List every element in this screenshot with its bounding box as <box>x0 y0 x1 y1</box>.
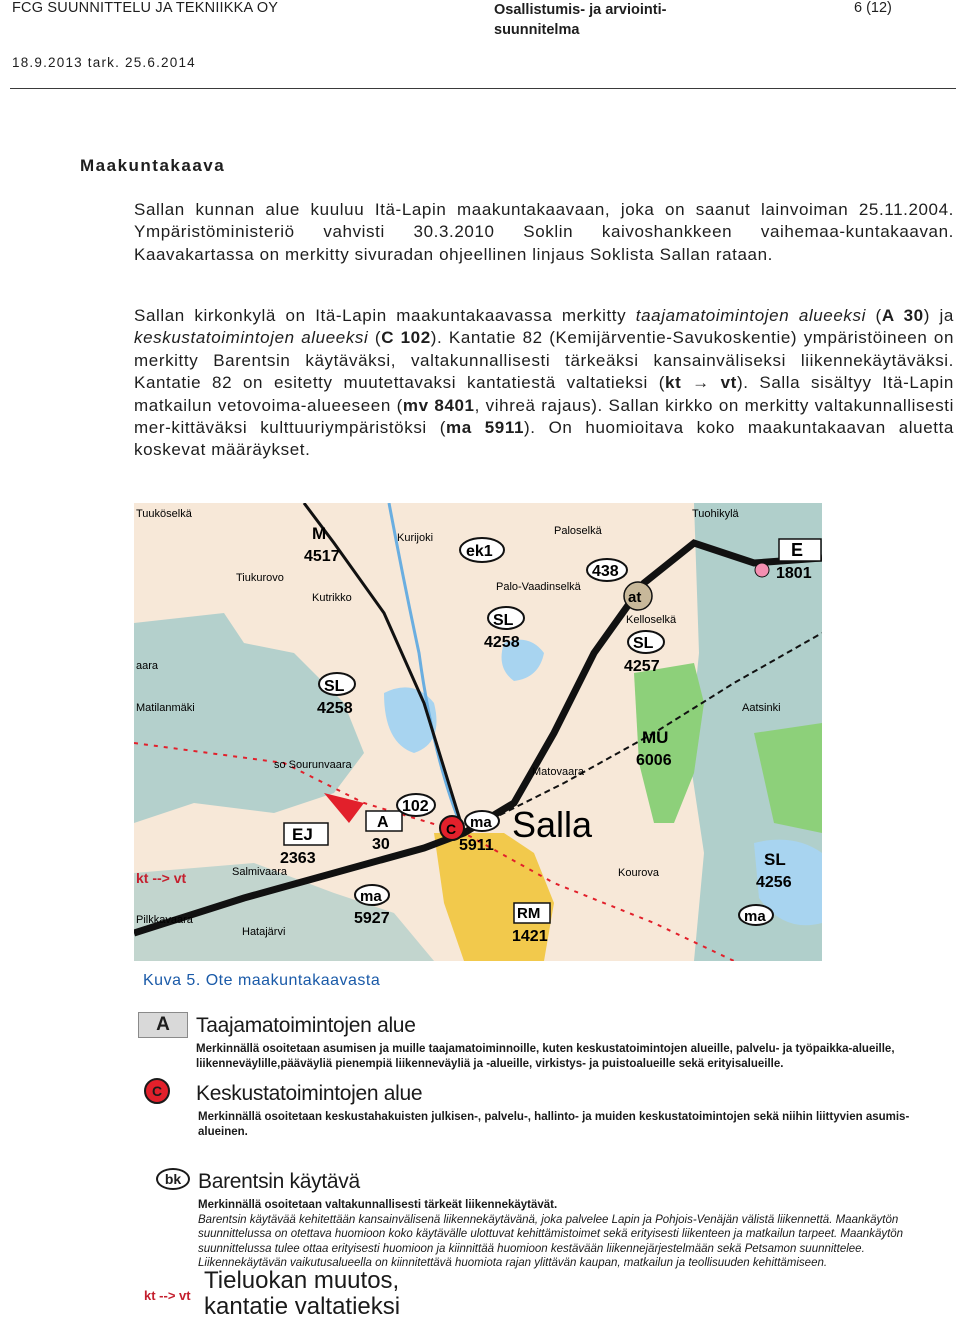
p2-text-h: ). On huomioitava koko maakuntakaavan aluetta koskevat määräykset. <box>134 418 954 460</box>
map-label-aara: aara <box>136 660 159 672</box>
map-label-sl2-num: 4257 <box>624 658 660 675</box>
map-label-kurijoki: Kurijoki <box>397 532 434 544</box>
map-label-ma2: ma <box>360 888 382 905</box>
map-label-ma1-num: 5911 <box>459 837 494 854</box>
header-doc-title-line2: suunnitelma <box>494 22 580 38</box>
map-label-ma1: ma <box>470 814 492 831</box>
legend-bk-title: Barentsin käytävä <box>198 1170 360 1193</box>
legend-bk-desc-italic: Barentsin käytävää kehitettään kansainvälisenä liikennekäytävänä, joka palvelee Lapin ja Pohjois-Venäjän välistä liikennettä. Maankäytön suunnittelussa on otettava huomioon koko käytävälle ulottuvat kehittämistoimet sekä erityisesti liikenteen ja matkailun tarpeet. Maankäytön suunnittelussa tulee ottaa erityisesti huomioon ja kiinnittää huomioon kestävään liikennejärjestelmään sekä Petsamon suunnittelee. Liikennekäytävän vaikutusalueella on kiinnitettävä huomiota rajan ylittävän kaupan, matkailun ja teollisuuden kehittämiseen. <box>198 1214 904 1270</box>
map-label-salla: Salla <box>512 804 593 845</box>
map-label-rm-num: 1421 <box>512 928 548 945</box>
map-label-ma2-num: 5927 <box>354 910 390 927</box>
legend-a-symbol: A <box>138 1012 188 1038</box>
legend-a-desc: Merkinnällä osoitetaan asumisen ja muille taajamatoiminnoille, kuten keskustatoimintojen alueille, palvelu- ja työpaikka-alueille, liikenneväylille,pääväyliä pienempiä liikenneväyliä ja -alueille, virkistys- ja puistoalueille sekä erityisalueille. <box>196 1043 895 1070</box>
map-label-kelloselka: Kelloselkä <box>626 614 677 626</box>
map-label-438: 438 <box>592 563 619 580</box>
map-label-e-num: 1801 <box>776 565 812 582</box>
map-label-kouriva: Kourova <box>618 867 659 879</box>
header-doc-title <box>494 0 734 40</box>
legend-kt-symbol: kt --> vt <box>144 1288 191 1303</box>
legend <box>134 1008 960 1335</box>
map-caption: Kuva 5. Ote maakuntakaavasta <box>143 972 381 989</box>
map-label-soure: so Sourunvaara <box>274 759 352 771</box>
map-label-kt-vt: kt --> vt <box>136 870 187 886</box>
map-label-tuuk: Tuuköselkä <box>136 508 192 520</box>
p2-bold-1: A 30 <box>881 306 924 325</box>
map-label-tuohikyla: Tuohikylä <box>692 508 739 520</box>
map-label-sl3: SL <box>324 678 345 695</box>
paragraph-1: Sallan kunnan alue kuuluu Itä-Lapin maakuntakaavaan, joka on saanut lainvoiman 25.11.2004. Ympäristöministeriö vahvisti 30.3.2010 Soklin kaivoshankkeen vaihemaa-kuntakaavan. Kaavakartassa on merkitty sivuradan ohjeellinen linjaus Soklista Sallan rataan. <box>134 200 954 264</box>
map-label-102: 102 <box>402 798 429 815</box>
map-label-paloselka: Paloselkä <box>554 525 602 537</box>
legend-kt-title-line1: Tieluokan muutos, <box>204 1267 400 1294</box>
legend-bk-symbol: bk <box>156 1168 190 1190</box>
header-date: 18.9.2013 tark. 25.6.2014 <box>12 55 196 70</box>
map-label-palovaara: Palo-Vaadinselkä <box>496 581 581 593</box>
p2-text-c: ) ja <box>923 306 954 325</box>
map-label-sl1-num: 4258 <box>484 634 520 651</box>
p2-text-e: ). Kantatie 82 (Kemijärventie-Savukoskentie) ympäristöineen on merkitty Barentsin käytäväksi, valtakunnallisesti tärkeäksi kansainväliseksi liikennekäytäväksi. Kantatie 82 on esitetty muutettavaksi kantatiestä valtatieksi ( <box>134 328 955 393</box>
header-divider <box>10 88 956 89</box>
p2-italic-2: keskustatoimintojen alueeksi <box>134 328 369 348</box>
header-page-number: 6 (12) <box>854 0 892 16</box>
map-label-mu-num: 6006 <box>636 752 672 769</box>
map-label-m: M <box>312 524 327 543</box>
map-label-e: E <box>791 540 804 560</box>
header-doc-title-line1: Osallistumis- ja arviointi- <box>494 2 667 18</box>
map-label-sl4: SL <box>764 850 786 869</box>
map-label-sl4-num: 4256 <box>756 874 792 891</box>
map-label-m-num: 4517 <box>304 548 340 565</box>
p2-bold-5: ma 5911 <box>446 418 525 438</box>
map-label-mu: MU <box>642 728 669 747</box>
p2-text-b: ( <box>866 306 882 325</box>
paragraph-2 <box>134 305 954 462</box>
map-label-ma3: ma <box>744 908 766 925</box>
map-label-sl2: SL <box>633 635 654 652</box>
map-label-a: A <box>377 814 389 831</box>
map-label-ej: EJ <box>292 825 313 844</box>
p2-text-a: Sallan kirkonkylä on Itä-Lapin maakuntakaavassa merkitty <box>134 306 636 325</box>
section-title: Maakuntakaava <box>80 156 226 175</box>
map-label-hataj: Hatajärvi <box>242 926 286 938</box>
map-label-pilk: Pilkkavaara <box>136 914 193 926</box>
map-label-a-num: 30 <box>372 836 390 853</box>
map-label-rm: RM <box>517 905 541 922</box>
map-label-c: C <box>446 821 457 837</box>
map-label-aatsinki: Aatsinki <box>742 702 781 714</box>
p2-bold-3: kt → vt <box>665 373 737 393</box>
map-pink-marker <box>755 563 769 577</box>
map-label-ej-num: 2363 <box>280 850 316 867</box>
p2-text-d: ( <box>368 328 382 348</box>
map-label-matilanmaki: Matilanmäki <box>136 702 195 714</box>
p2-text-g: , vihreä rajaus). Sallan kirkko on merkitty valtakunnallisesti mer-kittäväksi kulttuuriympäristöksi ( <box>134 395 954 438</box>
map-label-ek1: ek1 <box>466 543 493 560</box>
legend-c-desc: Merkinnällä osoitetaan keskustahakuisten julkisen-, palvelu-, hallinto- ja muiden keskustatoimintojen sekä niihin liittyvien asumis-alueinen. <box>198 1111 910 1138</box>
legend-c-symbol: C <box>144 1078 170 1104</box>
p2-bold-2: C 102 <box>381 328 431 348</box>
map-label-kutrikko: Kutrikko <box>312 592 352 604</box>
legend-kt-title <box>204 1268 400 1320</box>
legend-bk-desc: Merkinnällä osoitetaan valtakunnallisesti tärkeät liikennekäytävät. <box>198 1199 558 1211</box>
map-label-sl1: SL <box>493 612 514 629</box>
p2-italic-1: taajamatoimintojen alueeksi <box>635 306 866 325</box>
map-label-sl3-num: 4258 <box>317 700 353 717</box>
map-label-tiukurovo: Tiukurovo <box>236 572 284 584</box>
map-label-salmivaara: Salmivaara <box>232 866 288 878</box>
header-company: FCG SUUNNITTELU JA TEKNIIKKA OY <box>12 0 279 16</box>
legend-kt-title-line2: kantatie valtatieksi <box>204 1293 401 1320</box>
p2-bold-4: mv 8401 <box>402 395 475 415</box>
map-label-at: at <box>628 589 642 606</box>
legend-c-title: Keskustatoimintojen alue <box>196 1082 423 1105</box>
map-label-matovaara: Matovaara <box>532 766 584 778</box>
p2-text-f: ). Salla sisältyy Itä-Lapin matkailun vetovoima-alueeseen ( <box>134 373 954 415</box>
map-excerpt <box>134 503 822 961</box>
legend-a-title: Taajamatoimintojen alue <box>196 1014 416 1037</box>
